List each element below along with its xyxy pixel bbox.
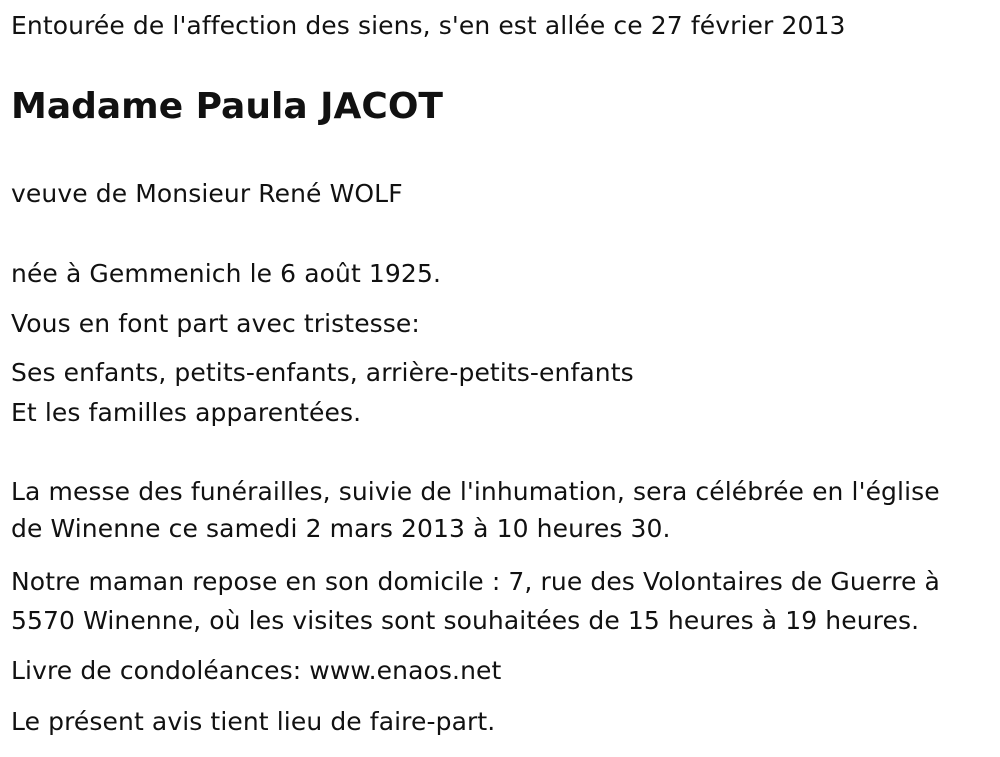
family-block xyxy=(11,353,634,433)
repose-line: 5570 Winenne, où les visites sont souhaitées de 15 heures à 19 heures. xyxy=(11,606,920,635)
repose-line: Notre maman repose en son domicile : 7, rue des Volontaires de Guerre à xyxy=(11,567,940,596)
repose-block xyxy=(11,562,940,640)
family-line: Ses enfants, petits-enfants, arrière-petits-enfants xyxy=(11,358,634,387)
faire-part-text: Le présent avis tient lieu de faire-part. xyxy=(11,707,496,736)
mass-line: La messe des funérailles, suivie de l'inhumation, sera célébrée en l'église xyxy=(11,477,940,506)
deceased-name: Madame Paula JACOT xyxy=(11,86,443,127)
mass-line: de Winenne ce samedi 2 mars 2013 à 10 heures 30. xyxy=(11,514,671,543)
condolences-text: Livre de condoléances: www.enaos.net xyxy=(11,656,502,685)
family-line: Et les familles apparentées. xyxy=(11,398,362,427)
announcement-text: Vous en font part avec tristesse: xyxy=(11,309,420,338)
intro-text: Entourée de l'affection des siens, s'en est allée ce 27 février 2013 xyxy=(11,11,846,40)
widow-of-text: veuve de Monsieur René WOLF xyxy=(11,179,403,208)
birth-text: née à Gemmenich le 6 août 1925. xyxy=(11,259,441,288)
funeral-mass-block xyxy=(11,473,940,547)
